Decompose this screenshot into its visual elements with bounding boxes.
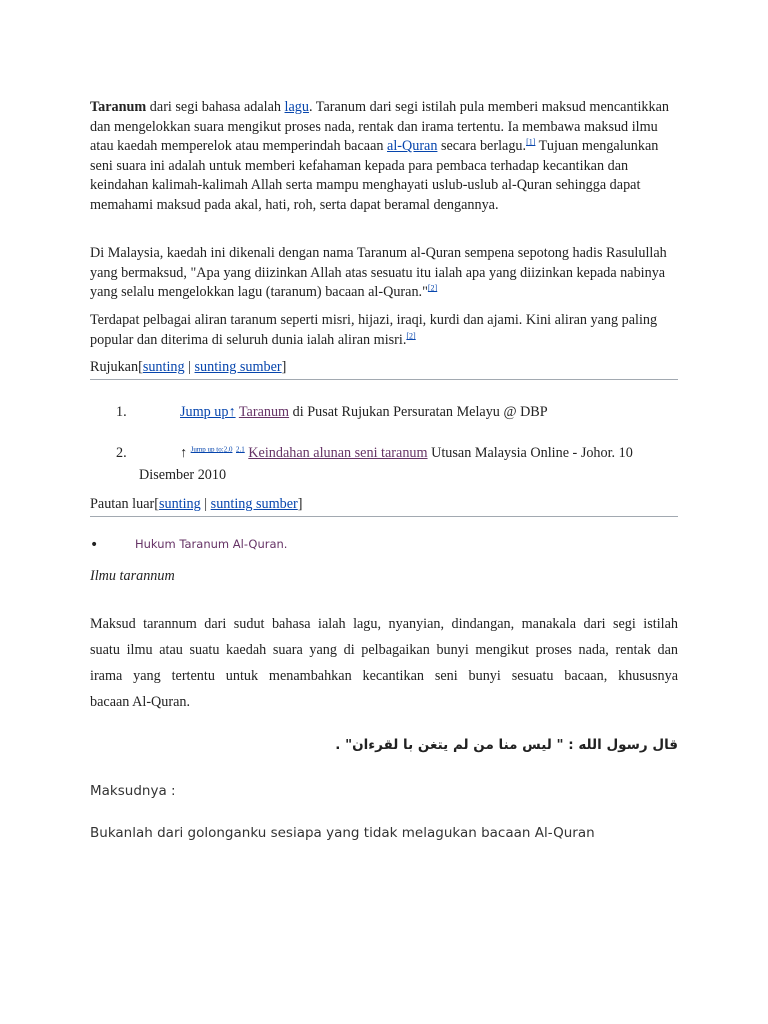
jump-up-to-label[interactable]: Jump up to: <box>190 445 224 454</box>
pautan-edit-source-link[interactable]: sunting sumber <box>210 496 298 512</box>
rujukan-edit-link[interactable]: sunting <box>142 359 185 375</box>
reference-link-keindahan[interactable]: Keindahan alunan seni taranum <box>248 445 428 461</box>
maksudnya-label: Maksudnya : <box>90 783 176 799</box>
translation-text: Bukanlah dari golonganku sesiapa yang tidak melagukan bacaan Al-Quran <box>90 825 595 841</box>
jump-up-arrow: ↑ <box>180 445 188 461</box>
maksud-paragraph <box>90 611 678 715</box>
external-link-item <box>90 537 678 555</box>
malaysia-paragraph: Di Malaysia, kaedah ini dikenali dengan nama Taranum al-Quran sempena sepotong hadis Rasulullah yang bermaksud, "Apa yang diizinkan Allah atas sesuatu itu ialah apa yang diizinkan kepada nabinya yang selalu mengelokkan lagu (taranum) bacaan al-Quran."[2] <box>90 245 667 301</box>
term-bold: Taranum <box>90 99 147 115</box>
ilmu-title: Ilmu tarannum <box>90 568 175 584</box>
rujukan-divider <box>90 379 678 380</box>
external-link-hukum[interactable]: Hukum Taranum Al-Quran. <box>135 537 288 551</box>
pautan-divider <box>90 516 678 517</box>
citation-2b[interactable]: [2] <box>406 330 416 340</box>
reference-number: 2. <box>116 445 127 461</box>
citation-2[interactable]: [2] <box>427 283 438 293</box>
maksud-line: irama yang tertentu untuk menambahkan kecantikan seni bunyi sesuatu bacaan, khususnya <box>90 668 678 684</box>
reference-number: 1. <box>116 404 127 420</box>
citation-1[interactable]: [1] <box>526 137 536 147</box>
reference-item-2: 2. ↑ $^{Jump up to:2.0}$ $^{2.1}$ Keindahan alunan seni taranum Utusan Malaysia Online - Johor. 10 Disember 2010 <box>116 445 633 483</box>
pautan-edit-link[interactable]: sunting <box>158 496 201 512</box>
link-lagu[interactable]: lagu <box>284 99 309 115</box>
jump-up-link-1[interactable]: Jump up↑ <box>180 404 236 420</box>
intro-paragraph: Taranum dari segi bahasa adalah lagu. Taranum dari segi istilah pula memberi maksud mencantikkan dan mengelokkan suara mengikut proses nada, rentak dan irama tertentu. Ia membawa maksud ilmu atau kaedah memperelok atau memperindah bacaan al-Quran secara berlagu.[1] Tujuan mengalunkan seni suara ini adalah untuk memberi kefahaman kepada para pembaca terhadap kecantikan dan keindahan kalimah-kalimah Allah serta mampu menghayati uslub-uslub al-Quran sehingga dapat memahami maksud pada akal, hati, roh, serta dapat beramal dengannya. <box>90 99 670 213</box>
reference-continuation: Disember 2010 <box>139 467 227 483</box>
jump-up-2-1[interactable]: 2.1 <box>236 445 245 454</box>
aliran-paragraph: Terdapat pelbagai aliran taranum seperti misri, hijazi, iraqi, kurdi dan ajami. Kini aliran yang paling popular dan diterima di seluruh dunia ialah aliran misri.[2] <box>90 312 658 348</box>
reference-link-taranum[interactable]: Taranum <box>238 404 290 420</box>
bullet-icon: • <box>90 537 99 553</box>
rujukan-heading: Rujukan[sunting | sunting sumber] <box>90 359 287 375</box>
arabic-hadith: قال رسول الله : " ليس منا من لم يتغن با لقرءان" . <box>335 737 678 753</box>
link-al-quran[interactable]: al-Quran <box>387 138 438 155</box>
maksud-line: suatu ilmu atau suatu kaedah suara yang di pelbagaikan bunyi mengikut proses nada, rentak dan <box>90 642 678 658</box>
maksud-line: Maksud tarannum dari sudut bahasa ialah lagu, nyanyian, dindangan, manakala dari segi istilah <box>90 616 678 632</box>
maksud-line: bacaan Al-Quran. <box>90 694 191 710</box>
pautan-heading: Pautan luar[sunting | sunting sumber] <box>90 496 303 512</box>
jump-up-2-0[interactable]: 2.0 <box>223 445 233 454</box>
rujukan-edit-source-link[interactable]: sunting sumber <box>194 359 282 375</box>
